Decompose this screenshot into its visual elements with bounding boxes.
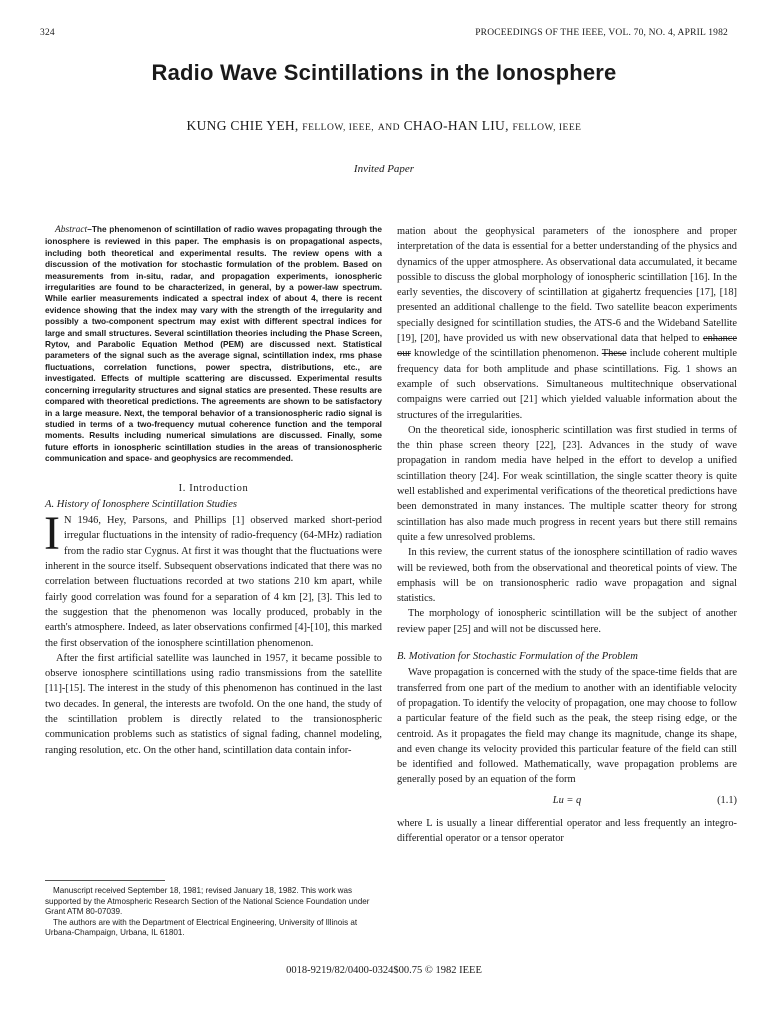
paragraph: The morphology of ionospheric scintillation will be the subject of another review paper [25] and will not be discussed here. [397, 608, 737, 635]
drop-cap: I [44, 507, 60, 561]
abstract-label: Abstract [55, 225, 88, 235]
paragraph: After the first artificial satellite was launched in 1957, it became possible to observe ionosphere scintillations using radio transmissions from the satellite [11]-[15]. The interest in the study of this phenomenon has continued in the last two decades. In general, the interests are twofold. On the one hand, the study of the scintillation problem is directly related to the transionospheric communication problems such as statistics of signal fading, channel modeling, ranging resolution, etc. On the other hand, scintillation data contain infor- [45, 652, 382, 756]
author-2-title: FELLOW, IEEE [512, 123, 582, 133]
paragraph: I N 1946, Hey, Parsons, and Phillips [1] observed marked short-period irregular fluctuations in the intensity of radio-frequency (64-MHz) radiation from the radio star Cygnus. At first it was thought that the fluctuations were inherent in the source itself. Subsequent observations indicated that there was no correlation between fluctuations recorded at two stations 210 km apart, while fairly good correlation was found for a separation of 4 km [2], [3]. This led to the suggestion that the phenomenon was locally produced, probably in the earth's atmosphere. Indeed, as later observations confirmed [4]-[10], this marked the first observation of the ionosphere scintillation phenomenon. [44, 507, 382, 649]
footnote-affiliation: The authors are with the Department of Electrical Engineering, University of Illinois at Urbana-Champaign, Urbana, IL 61801. [45, 917, 358, 938]
journal-citation: PROCEEDINGS OF THE IEEE, VOL. 70, NO. 4, APRIL 1982 [475, 28, 728, 38]
equation-expression: Lu = q [552, 794, 582, 806]
author-1-title: FELLOW, IEEE, [302, 123, 375, 133]
paper-type: Invited Paper [353, 163, 415, 175]
paragraph: In this review, the current status of the ionosphere scintillation of radio waves will be reviewed, both from the observational and theoretical points of view. The emphasis will be on transionospheric radio wave propagation and signal statistics. [397, 547, 737, 605]
right-column [397, 224, 737, 846]
author-1-name: KUNG CHIE YEH, [186, 118, 299, 133]
copyright-line: 0018-9219/82/0400-0324$00.75 © 1982 IEEE [286, 965, 482, 976]
section-heading-introduction: I. Introduction [178, 482, 249, 494]
paragraph: mation about the geophysical parameters of the ionosphere and proper interpretation of the data is essential for a better understanding of the physics and dynamics of the upper atmosphere. As observational data accumulated, it became possible to discuss the global morphology of ionospheric scintillation [16]. In the early seventies, the discovery of scintillation at gigahertz frequencies [17], [18] presented an additional challenge to the field. Two satellite beacon experiments specially designed for scintillation studies, the ATS-6 and the Wideband Satellite [19], [20], have provided us with new observational data that helped to enhance our knowledge of the scintillation phenomenon. These include coherent multiple frequency data for both amplitude and phase scintillations. Fig. 1 shows an example of such observations. Simultaneous multitechnique observational compaigns were carried out [21] which yielded valuable information about the structures of the irregularities. [397, 226, 737, 421]
author-line [40, 118, 728, 134]
paragraph: where L is usually a linear differential operator and less frequently an integro-differential operator or a tensor operator [397, 817, 737, 844]
footnote-manuscript: Manuscript received September 18, 1981; revised January 18, 1982. This work was supported by the Atmospheric Research Section of the National Science Foundation under Grant ATM 80-07039. [45, 886, 370, 917]
struck-text: These [601, 348, 627, 360]
footnote-rule [45, 880, 165, 881]
page-number: 324 [40, 28, 55, 38]
footnote [45, 886, 382, 939]
equation [397, 793, 737, 811]
abstract-text: –The phenomenon of scintillation of radio waves propagating through the ionosphere is reviewed in this paper. The emphasis is on propagational aspects, including both theoretical and experimental results. The review opens with a discussion of the motivation for stochastic formulation of the problem. Based on measurements from in-situ, radar, and propagation experiments, ionospheric irregularities are found to be characterized, in general, by a power-law spectrum. While earlier measurements indicated a spectral index of about 4, there is recent evidence showing that the index may vary with the strength of the irregularity and possibly a two-component spectrum may exist with different spectral indices for large and small structures. Several scintillation theories including the Phase Screen, Rytov, and Parabolic Equation Method (PEM) are discussed next. Statistical parameters of the signal such as the average signal, scintillation index, rms phase fluctuations, correlation functions, power spectra, distributions, etc., are investigated. Effects of multiple scattering are discussed. Experimental results concerning irregularity structures and signal statics are presented. These results are compared with theoretical predictions. The agreements are shown to be satisfactory in a large measure. Next, the temporal behavior of a transionospheric radio signal is studied in terms of a two-frequency mutual coherence function and the temporal moments. Results including numerical simulations are discussed. Finally, some future efforts in ionospheric scintillation studies in the areas of transionospheric communication and space- and geophysics are recommended. [45, 224, 382, 464]
paragraph: Wave propagation is concerned with the study of the space-time fields that are transferred from one part of the medium to another with an identifiable velocity of propagation. To identify the velocity of propagation, one may choose to follow a particular feature of the field such as the peak, the steep rising edge, or the centroid. As it propagates the field may change its magnitude, change its shape, and even change its velocity provided this particular feature of the field can still be identified and followed. Mathematically, wave propagation problems are generally posed by an equation of the form [397, 667, 737, 786]
struck-text: enhance our [397, 333, 737, 360]
abstract [45, 224, 382, 465]
running-head [40, 28, 728, 42]
subsection-heading-motivation: B. Motivation for Stochastic Formulation of the Problem [397, 651, 638, 663]
subsection-heading-history: A. History of Ionosphere Scintillation Studies [45, 498, 238, 510]
author-conjunction: AND [377, 123, 400, 133]
left-column [45, 224, 382, 758]
paper-title: Radio Wave Scintillations in the Ionosphere [151, 60, 617, 85]
equation-number: (1.1) [717, 794, 737, 806]
paragraph: On the theoretical side, ionospheric scintillation was first studied in terms of the thin phase screen theory [22], [23]. Advances in the study of wave propagation in random media have helped in the effort to develop a unified scintillation theory [24]. For weak scintillation, the single scatter theory is quite well established and experimental verifications of the theoretical predictions have been demonstrated in many instances. The multiple scatter theory for strong scintillation has also made much progress in recent years but there still remains quite a few unresolved problems. [397, 424, 737, 543]
author-2-name: CHAO-HAN LIU, [403, 118, 509, 133]
